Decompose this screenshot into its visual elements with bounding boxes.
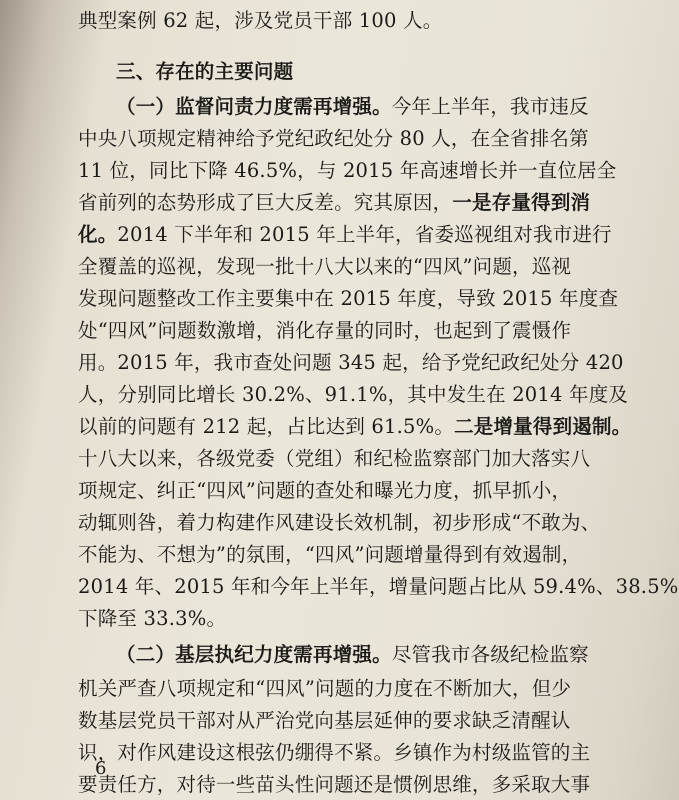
- text-line: 要责任方，对待一些苗头性问题还是惯例思维，多采取大事: [78, 773, 591, 796]
- page-number: 6: [95, 758, 107, 779]
- text-line: 人，分别同比增长 30.2%、91.1%，其中发生在 2014 年度及: [78, 383, 629, 406]
- text-line: 机关严查八项规定和“四风”问题的力度在不断加大，但少: [78, 677, 572, 700]
- text-line: 下降至 33.3%。: [78, 607, 227, 630]
- text-line: 省前列的态势形成了巨大反差。究其原因，一是存量得到消: [78, 191, 591, 214]
- text-line: 全覆盖的巡视，发现一批十八大以来的“四风”问题，巡视: [78, 255, 572, 278]
- text-line: 项规定、纠正“四风”问题的查处和曝光力度，抓早抓小，: [78, 479, 572, 502]
- text-line: 以前的问题有 212 起，占比达到 61.5%。二是增量得到遏制。: [78, 415, 632, 438]
- text-line: 识，对作风建设这根弦仍绷得不紧。乡镇作为村级监管的主: [78, 741, 591, 764]
- text-line: 化。2014 下半年和 2015 年上半年，省委巡视组对我市进行: [78, 223, 612, 246]
- text-line: 中央八项规定精神给予党纪政纪处分 80 人，在全省排名第: [78, 127, 589, 150]
- text-line: 11 位，同比下降 46.5%，与 2015 年高速增长并一直位居全: [78, 159, 617, 182]
- text-line: 发现问题整改工作主要集中在 2015 年度，导致 2015 年度查: [78, 287, 619, 310]
- text-line: 处“四风”问题数激增，消化存量的同时，也起到了震慑作: [78, 319, 572, 342]
- text-line: 动辄则咎，着力构建作风建设长效机制，初步形成“不敢为、: [78, 511, 601, 534]
- section-heading: 三、存在的主要问题: [116, 60, 294, 83]
- text-line: 用。2015 年，我市查处问题 345 起，给予党纪政纪处分 420: [78, 351, 624, 374]
- text-line: 不能为、不想为”的氛围，“四风”问题增量得到有效遏制，: [78, 543, 582, 566]
- subsection-heading-2: （二）基层执纪力度需再增强。尽管我市各级纪检监察: [116, 643, 589, 666]
- text-line: 典型案例 62 起，涉及党员干部 100 人。: [78, 9, 443, 32]
- subsection-heading-1: （一）监督问责力度需再增强。今年上半年，我市违反: [116, 95, 589, 118]
- text-line: 十八大以来，各级党委（党组）和纪检监察部门加大落实八: [78, 447, 591, 470]
- text-line: 2014 年、2015 年和今年上半年，增量问题占比从 59.4%、38.5%: [78, 575, 679, 598]
- text-line: 数基层党员干部对从严治党向基层延伸的要求缺乏清醒认: [78, 709, 571, 732]
